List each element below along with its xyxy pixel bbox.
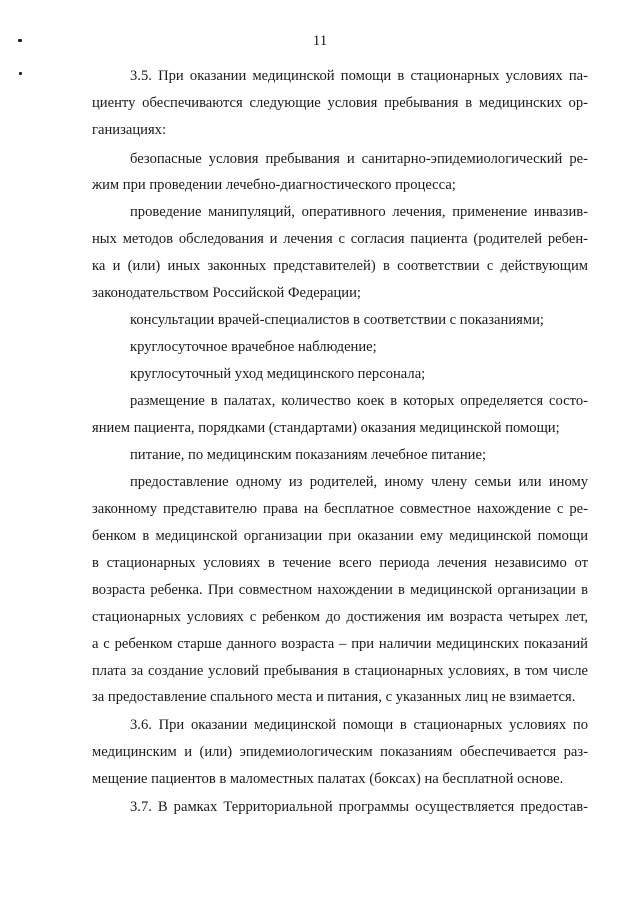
text-line: медицинским и (или) эпидемиологическим показаниям обеспечивается раз- xyxy=(92,744,588,760)
text-line: за предоставление спального места и питания, с указанных лиц не взимается. xyxy=(92,689,576,705)
text-line: мещение пациентов в маломестных палатах (боксах) на бесплатной основе. xyxy=(92,771,564,787)
text-line: 3.5. При оказании медицинской помощи в стационарных условиях па- xyxy=(130,68,588,84)
text-line: в стационарных условиях в течение всего периода лечения независимо от xyxy=(92,555,588,571)
text-line: размещение в палатах, количество коек в которых определяется состо- xyxy=(130,393,588,409)
text-line: жим при проведении лечебно-диагностического процесса; xyxy=(92,177,456,193)
text-line: стационарных условиях с ребенком до достижения им возраста четырех лет, xyxy=(92,609,588,625)
text-line: безопасные условия пребывания и санитарно-эпидемиологический ре- xyxy=(130,151,588,167)
text-line: циенту обеспечиваются следующие условия пребывания в медицинских ор- xyxy=(92,95,588,111)
page-number: 11 xyxy=(312,33,328,49)
scan-mark xyxy=(19,72,22,75)
text-line: 3.6. При оказании медицинской помощи в стационарных условиях по xyxy=(130,717,588,733)
text-line: предоставление одному из родителей, иному члену семьи или иному xyxy=(130,474,588,490)
text-line: законодательством Российской Федерации; xyxy=(92,285,361,301)
text-line: ных методов обследования и лечения с согласия пациента (родителей ребен- xyxy=(92,231,588,247)
text-line: а с ребенком старше данного возраста – при наличии медицинских показаний xyxy=(92,636,588,652)
text-line: проведение манипуляций, оперативного лечения, применение инвазив- xyxy=(130,204,588,220)
text-line: питание, по медицинским показаниям лечебное питание; xyxy=(130,447,487,463)
text-line: законному представителю права на бесплатное совместное нахождение с ре- xyxy=(92,501,588,517)
text-line: возраста ребенка. При совместном нахождении в медицинской организации в xyxy=(92,582,588,598)
text-line: ганизациях: xyxy=(92,122,167,138)
text-line: круглосуточный уход медицинского персонала; xyxy=(130,366,426,382)
text-line: ка и (или) иных законных представителей) в соответствии с действующим xyxy=(92,258,588,274)
text-line: 3.7. В рамках Территориальной программы осуществляется предостав- xyxy=(130,799,588,815)
text-line: круглосуточное врачебное наблюдение; xyxy=(130,339,377,355)
text-line: плата за создание условий пребывания в стационарных условиях, в том числе xyxy=(92,663,588,679)
text-line: янием пациента, порядками (стандартами) оказания медицинской помощи; xyxy=(92,420,560,436)
text-line: консультации врачей-специалистов в соответствии с показаниями; xyxy=(130,312,544,328)
text-line: бенком в медицинской организации при оказании ему медицинской помощи xyxy=(92,528,588,544)
